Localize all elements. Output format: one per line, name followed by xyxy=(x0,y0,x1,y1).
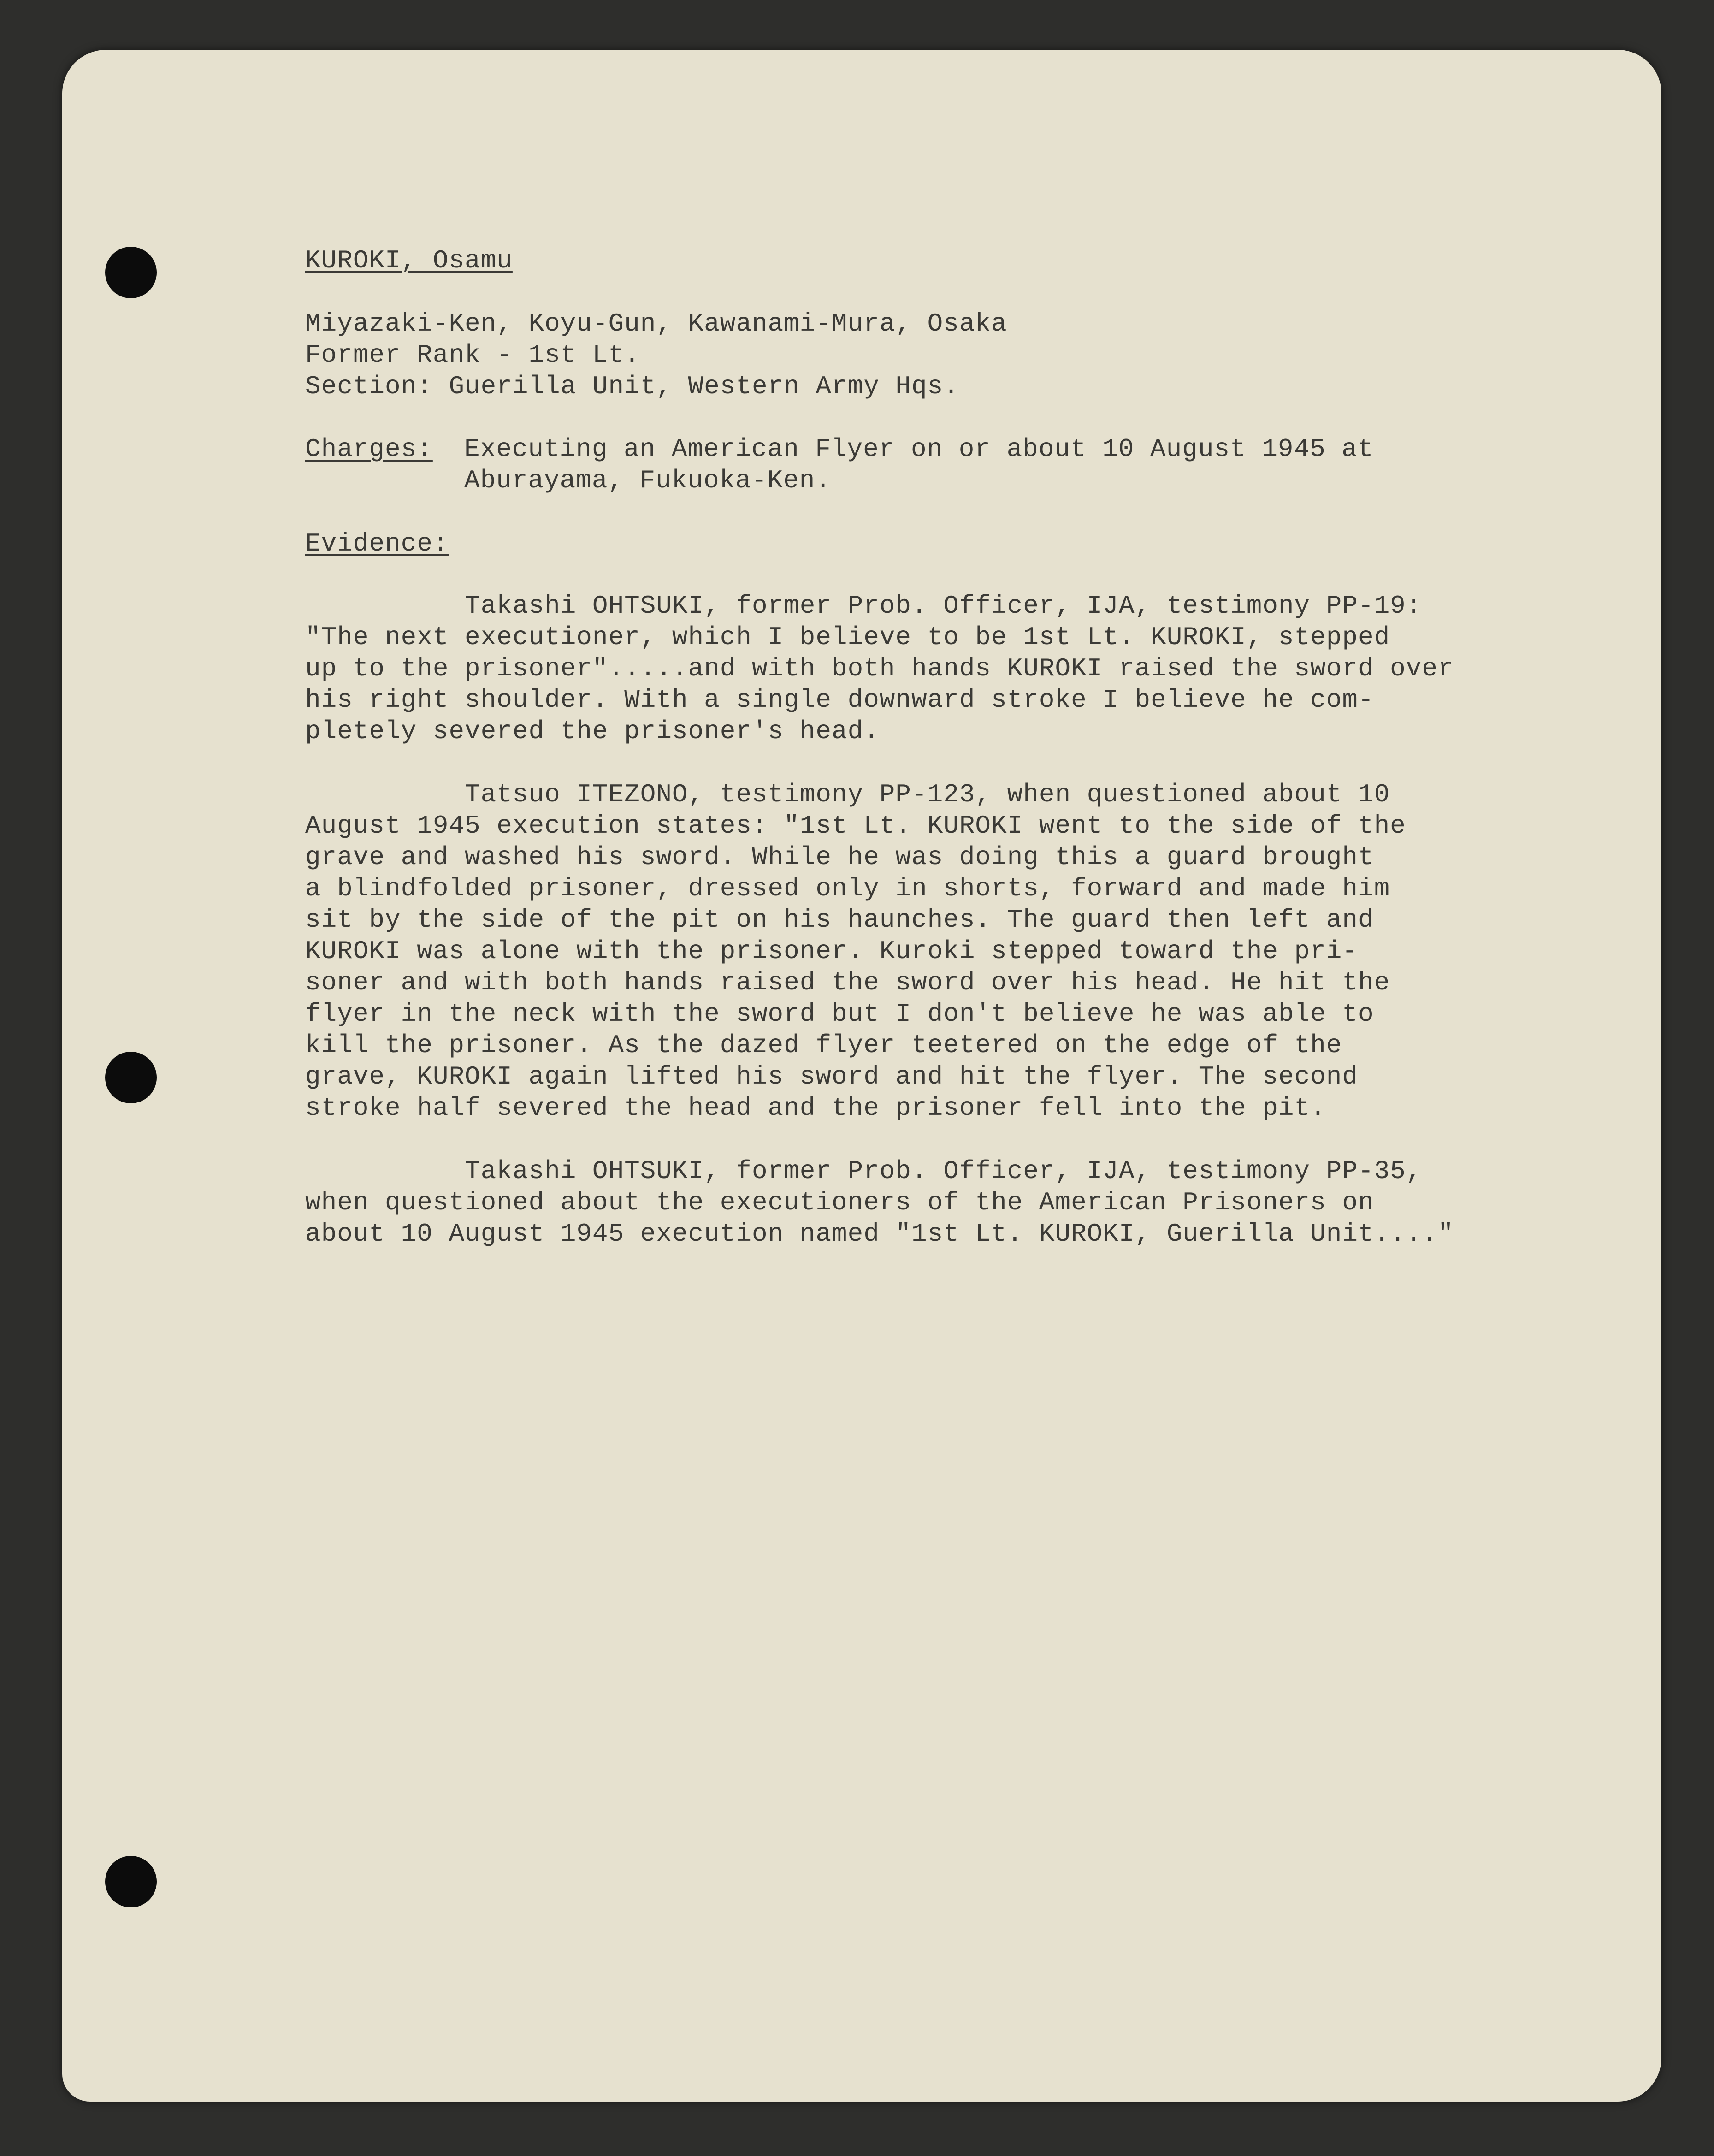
evidence-paragraph-1-line: Takashi OHTSUKI, former Prob. Officer, IJA, testimony PP-19: xyxy=(305,591,1422,621)
section-line: Section: Guerilla Unit, Western Army Hqs. xyxy=(305,372,959,401)
evidence-paragraph-2-line: sit by the side of the pit on his haunches. The guard then left and xyxy=(305,905,1374,935)
typed-text-block xyxy=(305,50,1522,1367)
evidence-paragraph-2-line: Tatsuo ITEZONO, testimony PP-123, when questioned about 10 xyxy=(305,780,1390,809)
evidence-label: Evidence: xyxy=(305,529,449,558)
evidence-paragraph-3-line: when questioned about the executioners of the American Prisoners on xyxy=(305,1188,1374,1217)
charges-text-line: Aburayama, Fukuoka-Ken. xyxy=(464,466,831,495)
evidence-paragraph-3-line: Takashi OHTSUKI, former Prob. Officer, IJA, testimony PP-35, xyxy=(305,1156,1422,1186)
evidence-paragraph-2-line: soner and with both hands raised the sword over his head. He hit the xyxy=(305,968,1390,997)
evidence-paragraph-2-line: stroke half severed the head and the prisoner fell into the pit. xyxy=(305,1093,1326,1123)
evidence-paragraph-1-line: up to the prisoner".....and with both hands KUROKI raised the sword over xyxy=(305,654,1454,683)
evidence-paragraph-1-line: his right shoulder. With a single downward stroke I believe he com- xyxy=(305,685,1374,715)
evidence-paragraph-2-line: August 1945 execution states: "1st Lt. KUROKI went to the side of the xyxy=(305,811,1406,841)
evidence-paragraph-2-line: flyer in the neck with the sword but I don't believe he was able to xyxy=(305,999,1374,1029)
subject-name-heading: KUROKI, Osamu xyxy=(305,246,513,275)
charges-label: Charges: xyxy=(305,434,433,464)
address-line: Miyazaki-Ken, Koyu-Gun, Kawanami-Mura, Osaka xyxy=(305,309,1007,338)
punch-hole-bottom xyxy=(105,1856,157,1907)
evidence-paragraph-2-line: grave, KUROKI again lifted his sword and hit the flyer. The second xyxy=(305,1062,1358,1091)
evidence-paragraph-3-line: about 10 August 1945 execution named "1st Lt. KUROKI, Guerilla Unit...." xyxy=(305,1219,1454,1249)
evidence-paragraph-2-line: KUROKI was alone with the prisoner. Kuroki stepped toward the pri- xyxy=(305,936,1358,966)
evidence-paragraph-2-line: grave and washed his sword. While he was doing this a guard brought xyxy=(305,842,1374,872)
charges-text-line: Executing an American Flyer on or about 10 August 1945 at xyxy=(464,434,1374,464)
former-rank-line: Former Rank - 1st Lt. xyxy=(305,340,640,370)
evidence-paragraph-1-line: pletely severed the prisoner's head. xyxy=(305,717,880,746)
evidence-paragraph-2-line: kill the prisoner. As the dazed flyer teetered on the edge of the xyxy=(305,1031,1342,1060)
document-page xyxy=(62,50,1661,2102)
evidence-paragraph-1-line: "The next executioner, which I believe to be 1st Lt. KUROKI, stepped xyxy=(305,622,1390,652)
punch-hole-middle xyxy=(105,1052,157,1103)
punch-hole-top xyxy=(105,247,157,298)
evidence-paragraph-2-line: a blindfolded prisoner, dressed only in shorts, forward and made him xyxy=(305,874,1390,903)
